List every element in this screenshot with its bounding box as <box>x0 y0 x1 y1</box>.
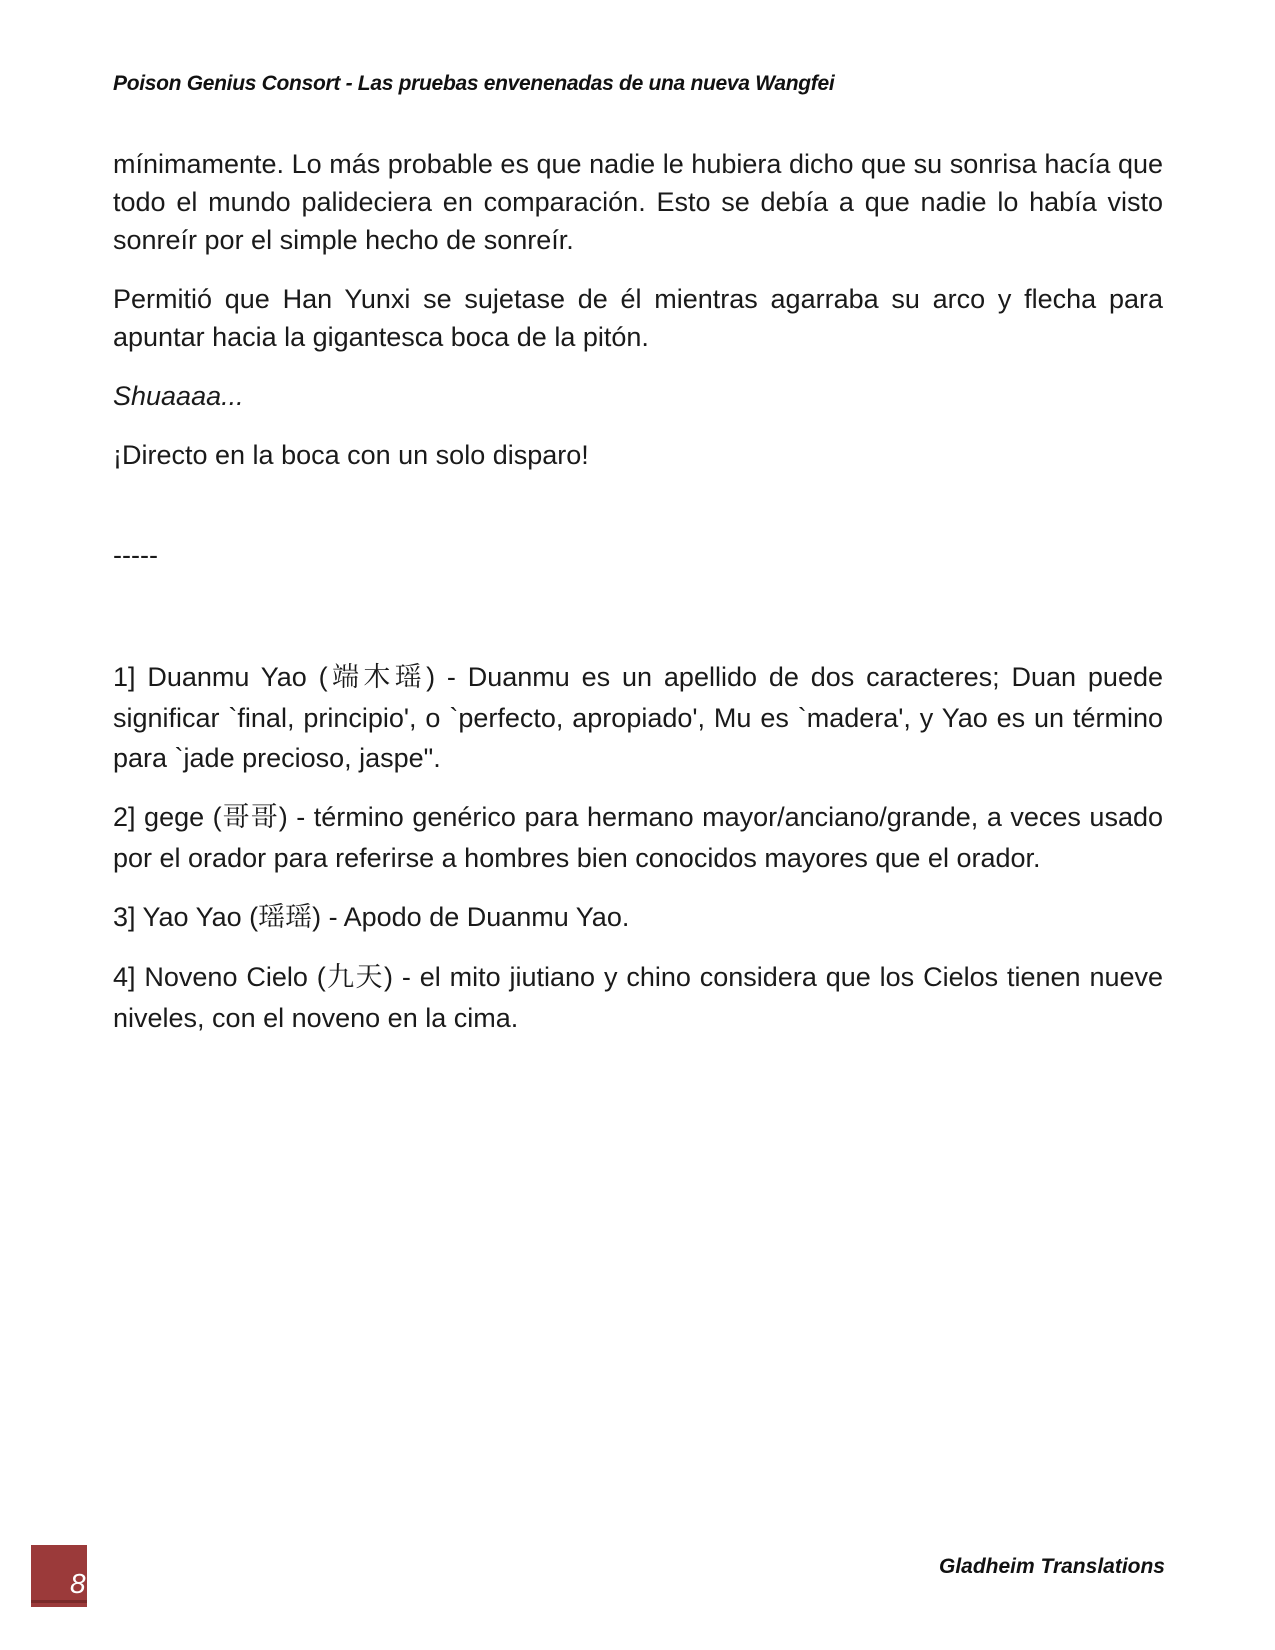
footnote-prefix: 2] gege ( <box>113 802 222 832</box>
footnote-text: ) - el mito jiutiano y chino considera que los Cielos tienen nueve niveles, con el noveno en la cima. <box>113 962 1164 1033</box>
footnote-hanzi: 瑶瑶 <box>258 902 313 933</box>
footnotes <box>113 657 1163 1038</box>
footer-brand: Gladheim Translations <box>938 1555 1165 1578</box>
footnote-4 <box>113 957 1163 1038</box>
footnote-1 <box>113 657 1163 778</box>
page-number: 8 <box>70 1568 86 1599</box>
footnote-text: ) - Apodo de Duanmu Yao. <box>312 902 630 932</box>
body-paragraph: ¡Directo en la boca con un solo disparo! <box>113 440 589 470</box>
body-paragraph: Permitió que Han Yunxi se sujetase de él mientras agarraba su arco y flecha para apuntar hacia la gigantesca boca de la pitón. <box>113 284 1163 352</box>
footnote-hanzi: 哥哥 <box>221 802 279 833</box>
sound-effect-paragraph: Shuaaaa... <box>113 381 244 411</box>
footnote-hanzi: 端木瑶 <box>327 662 427 693</box>
footnote-prefix: 3] Yao Yao ( <box>113 902 259 932</box>
footnote-3 <box>113 897 1163 938</box>
footnote-hanzi: 九天 <box>325 962 384 993</box>
body-paragraph: mínimamente. Lo más probable es que nadie le hubiera dicho que su sonrisa hacía que todo el mundo palideciera en comparación. Esto se debía a que nadie lo había visto sonreír por el simple hecho de sonreír. <box>113 149 1163 255</box>
footnote-2 <box>113 797 1163 878</box>
document-header-title: Poison Genius Consort - Las pruebas envenenadas de una nueva Wangfei <box>113 72 835 95</box>
page-number-underline <box>31 1600 87 1603</box>
footnote-text: ) - término genérico para hermano mayor/anciano/grande, a veces usado por el orador para referirse a hombres bien conocidos mayores que el orador. <box>113 802 1163 873</box>
page-content <box>113 145 1163 1057</box>
footnote-text: ) - Duanmu es un apellido de dos caracteres; Duan puede significar `final, principio', o `perfecto, apropiado', Mu es `madera', y Yao es un término para `jade precioso, jaspe". <box>113 662 1163 773</box>
section-separator: ----- <box>113 540 158 570</box>
footnote-prefix: 4] Noveno Cielo ( <box>113 962 326 992</box>
footnote-prefix: 1] Duanmu Yao ( <box>113 662 328 692</box>
